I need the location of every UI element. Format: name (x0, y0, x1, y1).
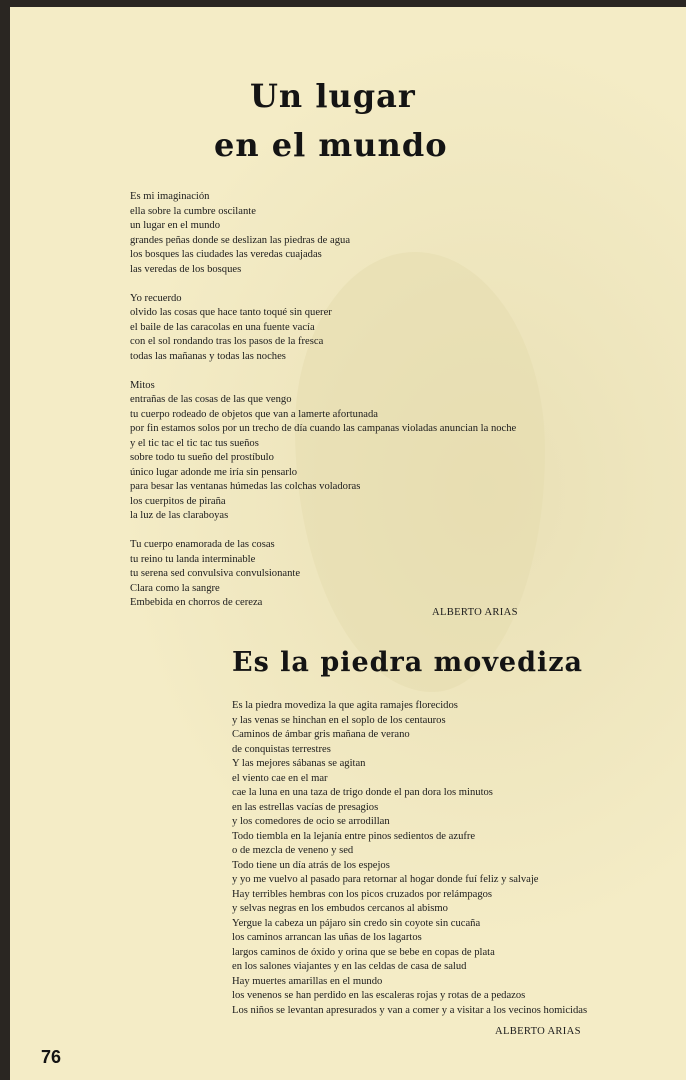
verse-line: y los comedores de ocio se arrodillan (232, 816, 390, 827)
verse-line: en los salones viajantes y en las celdas de casa de salud (232, 961, 467, 972)
verse-line: Los niños se levantan apresurados y van a comer y a visitar a los vecinos homicidas (232, 1004, 588, 1016)
magazine-page (10, 7, 686, 1080)
verse-line: cae la luna en una taza de trigo donde el pan dora los minutos (232, 787, 493, 798)
verse-line: los cuerpitos de piraña (130, 495, 226, 507)
verse-line: Todo tiembla en la lejanía entre pinos sedientos de azufre (232, 830, 476, 842)
verse-line: los caminos arrancan las uñas de los lagartos (232, 932, 422, 943)
verse-line: Es la piedra movediza la que agita ramajes florecidos (232, 700, 458, 711)
verse-line: un lugar en el mundo (130, 220, 221, 231)
verse-line: el viento cae en el mar (232, 772, 328, 784)
verse-line: Hay muertes amarillas en el mundo (232, 975, 383, 987)
verse-line: Embebida en chorros de cereza (130, 597, 263, 608)
verse-line: los bosques las ciudades las veredas cuajadas (130, 249, 322, 260)
verse-line: y las venas se hinchan en el soplo de los centauros (232, 714, 446, 726)
verse-line: con el sol rondando tras los pasos de la fresca (130, 336, 324, 347)
verse-line: largos caminos de óxido y orina que se bebe en copas de plata (232, 946, 495, 958)
poem1-stanza (130, 190, 516, 277)
verse-line: Tu cuerpo enamorada de las cosas (130, 539, 275, 550)
verse-line: de conquistas terrestres (232, 743, 331, 755)
verse-line: entrañas de las cosas de las que vengo (130, 394, 292, 405)
verse-line: y el tic tac el tic tac tus sueños (130, 437, 259, 449)
verse-line: Mitos (130, 379, 155, 391)
verse-line: el baile de las caracolas en una fuente vacía (130, 321, 315, 333)
verse-line: Caminos de ámbar gris mañana de verano (232, 729, 410, 740)
verse-line: olvido las cosas que hace tanto toqué sin querer (130, 307, 332, 318)
verse-line: Clara como la sangre (130, 582, 220, 594)
poem1-stanza (130, 379, 516, 524)
verse-line: las veredas de los bosques (130, 263, 242, 275)
verse-line: o de mezcla de veneno y sed (232, 845, 354, 856)
verse-line: los venenos se han perdido en las escaleras rojas y rotas de a pedazos (232, 990, 526, 1001)
verse-line: todas las mañanas y todas las noches (130, 350, 286, 362)
verse-line: y selvas negras en los embudos cercanos al abismo (232, 903, 448, 914)
verse-line: Es mi imaginación (130, 191, 210, 202)
verse-line: en las estrellas vacías de presagios (232, 801, 379, 813)
poem1-title-line1: Un lugar (250, 77, 416, 115)
verse-line: Todo tiene un día atrás de los espejos (232, 859, 390, 871)
verse-line: para besar las ventanas húmedas las colchas voladoras (130, 481, 361, 492)
poem1-title-line2: en el mundo (214, 126, 448, 164)
verse-line: tu cuerpo rodeado de objetos que van a lamerte afortunada (130, 408, 378, 420)
poem1-body (130, 190, 516, 625)
verse-line: único lugar adonde me iría sin pensarlo (130, 466, 298, 478)
verse-line: Y las mejores sábanas se agitan (232, 758, 366, 769)
verse-line: la luz de las claraboyas (130, 510, 229, 521)
verse-line: tu reino tu landa interminable (130, 553, 256, 565)
verse-line: sobre todo tu sueño del prostíbulo (130, 452, 274, 463)
verse-line: Yergue la cabeza un pájaro sin credo sin coyote sin cucaña (232, 917, 481, 929)
poem1-stanza (130, 292, 516, 365)
poem1-author: ALBERTO ARIAS (432, 607, 518, 618)
page-number: 76 (41, 1047, 62, 1067)
verse-line: y yo me vuelvo al pasado para retornar al hogar donde fuí feliz y salvaje (232, 874, 539, 885)
verse-line: grandes peñas donde se deslizan las piedras de agua (130, 234, 351, 246)
verse-line: ella sobre la cumbre oscilante (130, 205, 256, 217)
verse-line: Yo recuerdo (130, 292, 182, 304)
poem2-title: Es la piedra movediza (232, 647, 584, 678)
poem2-body (232, 699, 587, 1018)
verse-line: por fin estamos solos por un trecho de día cuando las campanas violadas anuncian la noche (130, 423, 517, 434)
poem2-author: ALBERTO ARIAS (495, 1026, 581, 1037)
verse-line: tu serena sed convulsiva convulsionante (130, 568, 301, 579)
verse-line: Hay terribles hembras con los picos cruzados por relámpagos (232, 888, 493, 900)
poem1-stanza (130, 538, 516, 611)
